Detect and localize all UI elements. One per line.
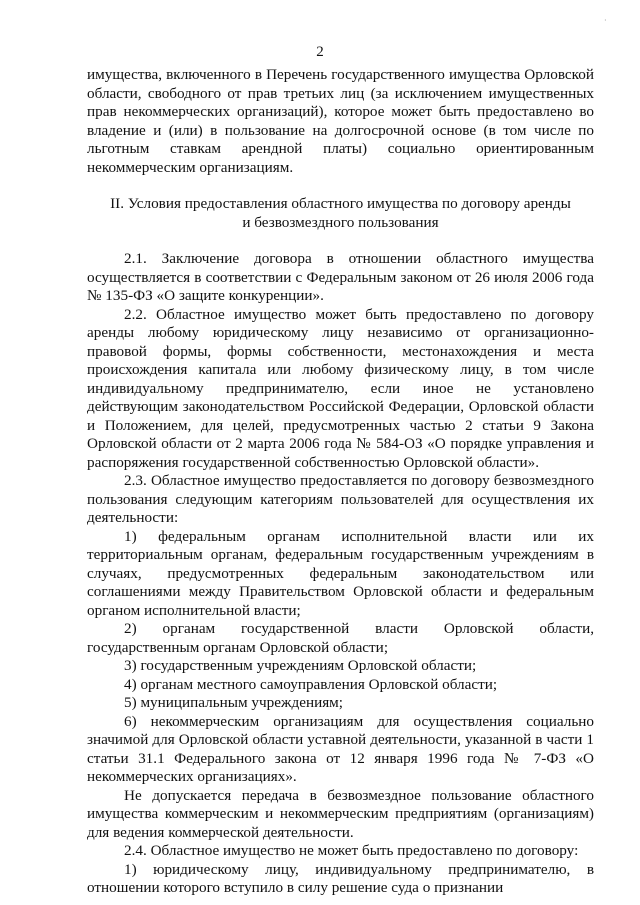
section-heading-line-1: II. Условия предоставления областного имущества по договору аренды [110,195,571,212]
page-number: 2 [316,44,324,60]
document-body [87,66,594,898]
list-item-4: 4) органам местного самоуправления Орловской области; [124,675,498,693]
paragraph-2-3: 2.3. Областное имущество предоставляется по договору безвозмездного пользования следующим категориям пользователей для осуществления их деятельности: [87,472,594,526]
paragraph-2-2: 2.2. Областное имущество может быть предоставлено по договору аренды любому юридическому лицу независимо от организационно-правовой формы, формы собственности, местонахождения и места происхождения капитала или любому физическому лицу, в том числе индивидуальному предпринимателю, если иное не установлено действующим законодательством Российской Федерации, Орловской области и Положением, для целей, предусмотренных частью 2 статьи 9 Закона Орловской области от 2 марта 2006 года № 584-ОЗ «О порядке управления и распоряжения государственной собственностью Орловской области». [87,305,594,471]
intro-paragraph: имущества, включенного в Перечень государственного имущества Орловской области, свободного от прав третьих лиц (за исключением имущественных прав некоммерческих организаций), которое может быть предоставлено во владение и (или) в пользование на долгосрочной основе (в том числе по льготным ставкам арендной платы) социально ориентированным некоммерческим организациям. [87,66,594,176]
list-item-3: 3) государственным учреждениям Орловской области; [124,657,477,674]
corner-mark: · [604,16,607,25]
list-item-5: 5) муниципальным учреждениям; [124,694,344,711]
list-item-1: 1) федеральным органам исполнительной власти или их территориальным органам, федеральным государственным учреждениям в случаях, предусмотренных федеральным законодательством или соглашениями между Правительством Орловской области и федеральным органом исполнительной власти; [87,527,594,619]
paragraph-2-4-item-1: 1) юридическому лицу, индивидуальному предпринимателю, в отношении которого вступило в силу решение суда о признании [87,860,594,896]
paragraph-2-4: 2.4. Областное имущество не может быть предоставлено по договору: [124,842,579,859]
paragraph-2-1: 2.1. Заключение договора в отношении областного имущества осуществляется в соответствии с Федеральным законом от 26 июля 2006 года № 135-ФЗ «О защите конкуренции». [87,250,594,304]
section-heading-line-2: и безвозмездного пользования [242,213,439,231]
section-heading [87,195,594,232]
list-item-6: 6) некоммерческим организациям для осуществления социально значимой для Орловской области уставной деятельности, указанной в части 1 статьи 31.1 Федерального закона от 12 января 1996 года № 7-ФЗ «О некоммерческих организациях». [87,712,594,785]
list-item-2: 2) органам государственной власти Орловской области, государственным органам Орловской области; [87,620,594,656]
prohibition-paragraph: Не допускается передача в безвозмездное пользование областного имущества коммерческим и некоммерческим предприятиям (организациям) для ведения коммерческой деятельности. [87,786,594,841]
